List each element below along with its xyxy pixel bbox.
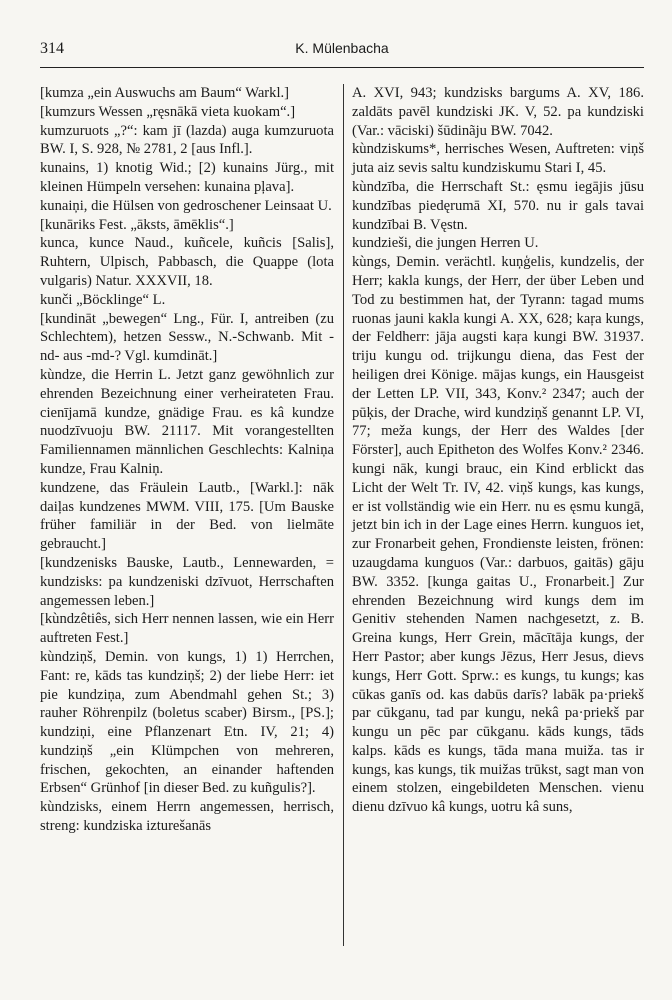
dictionary-entry: kùngs, Demin. verächtl. kuņģelis, kundzelis, der Herr; kakla kungs, der Herr, der über Leben und Tod zu bestimmen hat, der Tyrann: tagad mums ruonas jauni kakla kungi A. XX, 628; kaŗa kungs, der Feldherr: jāja augsti kaŗa kungi BW. 31937. triju kungu od. trijkungu diena, das Fest der heiligen drei Könige. mājas kungs, ein Hausgeist der Letten LP. VII, 343, Konv.² 2347; auch der pūķis, der Drache, wird kundziņš genannt LP. VI, 77; meža kungs, der Herr des Waldes [der Förster], auch Epitheton des Wolfes Konv.² 2346. kungi nāk, kungi brauc, ein Kind erblickt das Licht der Welt Tr. IV, 42. viņš kungs, kas kungs, er ist vollständig wie ein Herr. nu es ęsmu kungā, jetzt bin ich in der Lage eines Herrn. kunguos iet, zur Fronarbeit gehen, Frondienste leisten, frönen: uzaugdama kunguos (Var.: darbuos, gaitās) gāju BW. 3352. [kunga gaitas U., Fronarbeit.] Zur ehrenden Bezeichnung wird kungs dem im Genitiv stehenden Namen nachgesetzt, z. B. Greina kungs, Herr Grein, mācītāja kungs, der Herr Pastor; aber kungs Jēzus, Herr Jesus, dievs kungs, Herr Gott. Sprw.: es kungs, tu kungs; kas cūkas ganīs od. kas dabūs darīs? labāk pa·priekš par cūkganu, tad par kungu, nekâ pa·priekš par kungu un pēc par cūkganu. kāds kungs, tāds kalps. kāds es kungs, tāda mana muiža. tas ir kungs, kas kungs, tik muižas trūkst, sagt man von einem stolzen, eingebildeten Menschen. vienu dienu dzīvuo kâ kungs, uotru kâ suns,	[352, 254, 644, 816]
dictionary-entry: [kumzurs Wessen „ręsnākā vieta kuokam“.]	[40, 103, 296, 120]
right-column	[352, 84, 644, 817]
dictionary-entry: A. XVI, 943; kundzisks bargums A. XV, 186. zaldāts pavēl kundziski JK. V, 52. pa kundziski (Var.: vāciski) šūdinãju BW. 7042.	[352, 85, 644, 139]
dictionary-entry: kunaiņi, die Hülsen von gedroschener Leinsaat U.	[40, 197, 332, 214]
running-head: K. Mülenbacha	[295, 40, 389, 56]
dictionary-entry: kùndze, die Herrin L. Jetzt ganz gewöhnlich zur ehrenden Bezeichnung einer verheirateten Frau. cienījamā kundze, gnädige Frau. es kâ kundze nuodzīvuoju BW. 21117. Mit vorangestellten Familiennamen männlichen Geschlechts: Kalniņa kundze, Frau Kalniņ.	[40, 366, 334, 477]
dictionary-entry: [kùndzêtiês, sich Herr nennen lassen, wie ein Herr auftreten Fest.]	[40, 611, 334, 647]
dictionary-entry: [kundzenisks Bauske, Lautb., Lennewarden, = kundzisks: pa kundzeniski dzīvuot, Herrschaften angemessen leben.]	[40, 554, 334, 609]
dictionary-entry: kùndzība, die Herrschaft St.: ęsmu iegājis jūsu kundzības piedęrumā XI, 570. nu ir gals tavai kundzībai B. Vęstn.	[352, 178, 644, 233]
page-header	[40, 40, 644, 64]
dictionary-entry: kunains, 1) knotig Wid.; [2) kunains Jürg., mit kleinen Hümpeln versehen: kunaina pļava].	[40, 160, 334, 195]
column-divider	[343, 84, 344, 946]
dictionary-entry: kùndzisks, einem Herrn angemessen, herrisch, streng: kundziska izturešanās	[40, 799, 334, 835]
dictionary-entry: kunči „Böcklinge“ L.	[40, 291, 166, 308]
dictionary-entry: kunca, kunce Naud., kuñcele, kuñcis [Salis], Ruhtern, Ulpisch, Pabbasch, die Quappe (lota vulgaris) Natur. XXXVII, 18.	[40, 235, 334, 289]
dictionary-entry: kundzene, das Fräulein Lautb., [Warkl.]: nāk daiļas kundzenes MWM. VIII, 175. [Um Bauske früher familiär in der Bed. von lielmāte gebraucht.]	[40, 479, 334, 553]
page-number: 314	[40, 40, 64, 57]
dictionary-entry: kùndziņš, Demin. von kungs, 1) 1) Herrchen, Fant: re, kāds tas kundziņš; 2) der liebe Herr: iet pie kundziņa, zum Abendmahl gehen St.; 3) rauher Röhrenpilz (boletus scaber) Birsm., [PS.]; kundziņi, eine Pflanzenart Etn. IV, 21; 4) kundziņš „ein Klümpchen von mehreren, frischen, gekochten, an einander haftenden Erbsen“ Grünhof [in dieser Bed. zu kuñgulis?].	[40, 648, 334, 797]
dictionary-entry: [kundināt „bewegen“ Lng., Für. I, antreiben (zu Schlechtem), hetzen Sessw., N.-Schwanb. Mit -nd- aus -md-? Vgl. kumdināt.]	[40, 310, 334, 365]
dictionary-entry: [kumza „ein Auswuchs am Baum“ Warkl.]	[40, 85, 290, 101]
dictionary-entry: kundzieši, die jungen Herren U.	[352, 235, 539, 252]
dictionary-entry: [kunāriks Fest. „āksts, āmēklis“.]	[40, 216, 234, 233]
header-rule	[40, 67, 644, 68]
left-column	[40, 84, 334, 836]
dictionary-entry: kùndziskums*, herrisches Wesen, Auftreten: viņš juta aiz sevis saltu kundziskumu Stari I, 45.	[352, 141, 644, 177]
dictionary-entry: kumzuruots „?“: kam jī (lazda) auga kumzuruota BW. I, S. 928, № 2781, 2 [aus Infl.].	[40, 122, 334, 158]
